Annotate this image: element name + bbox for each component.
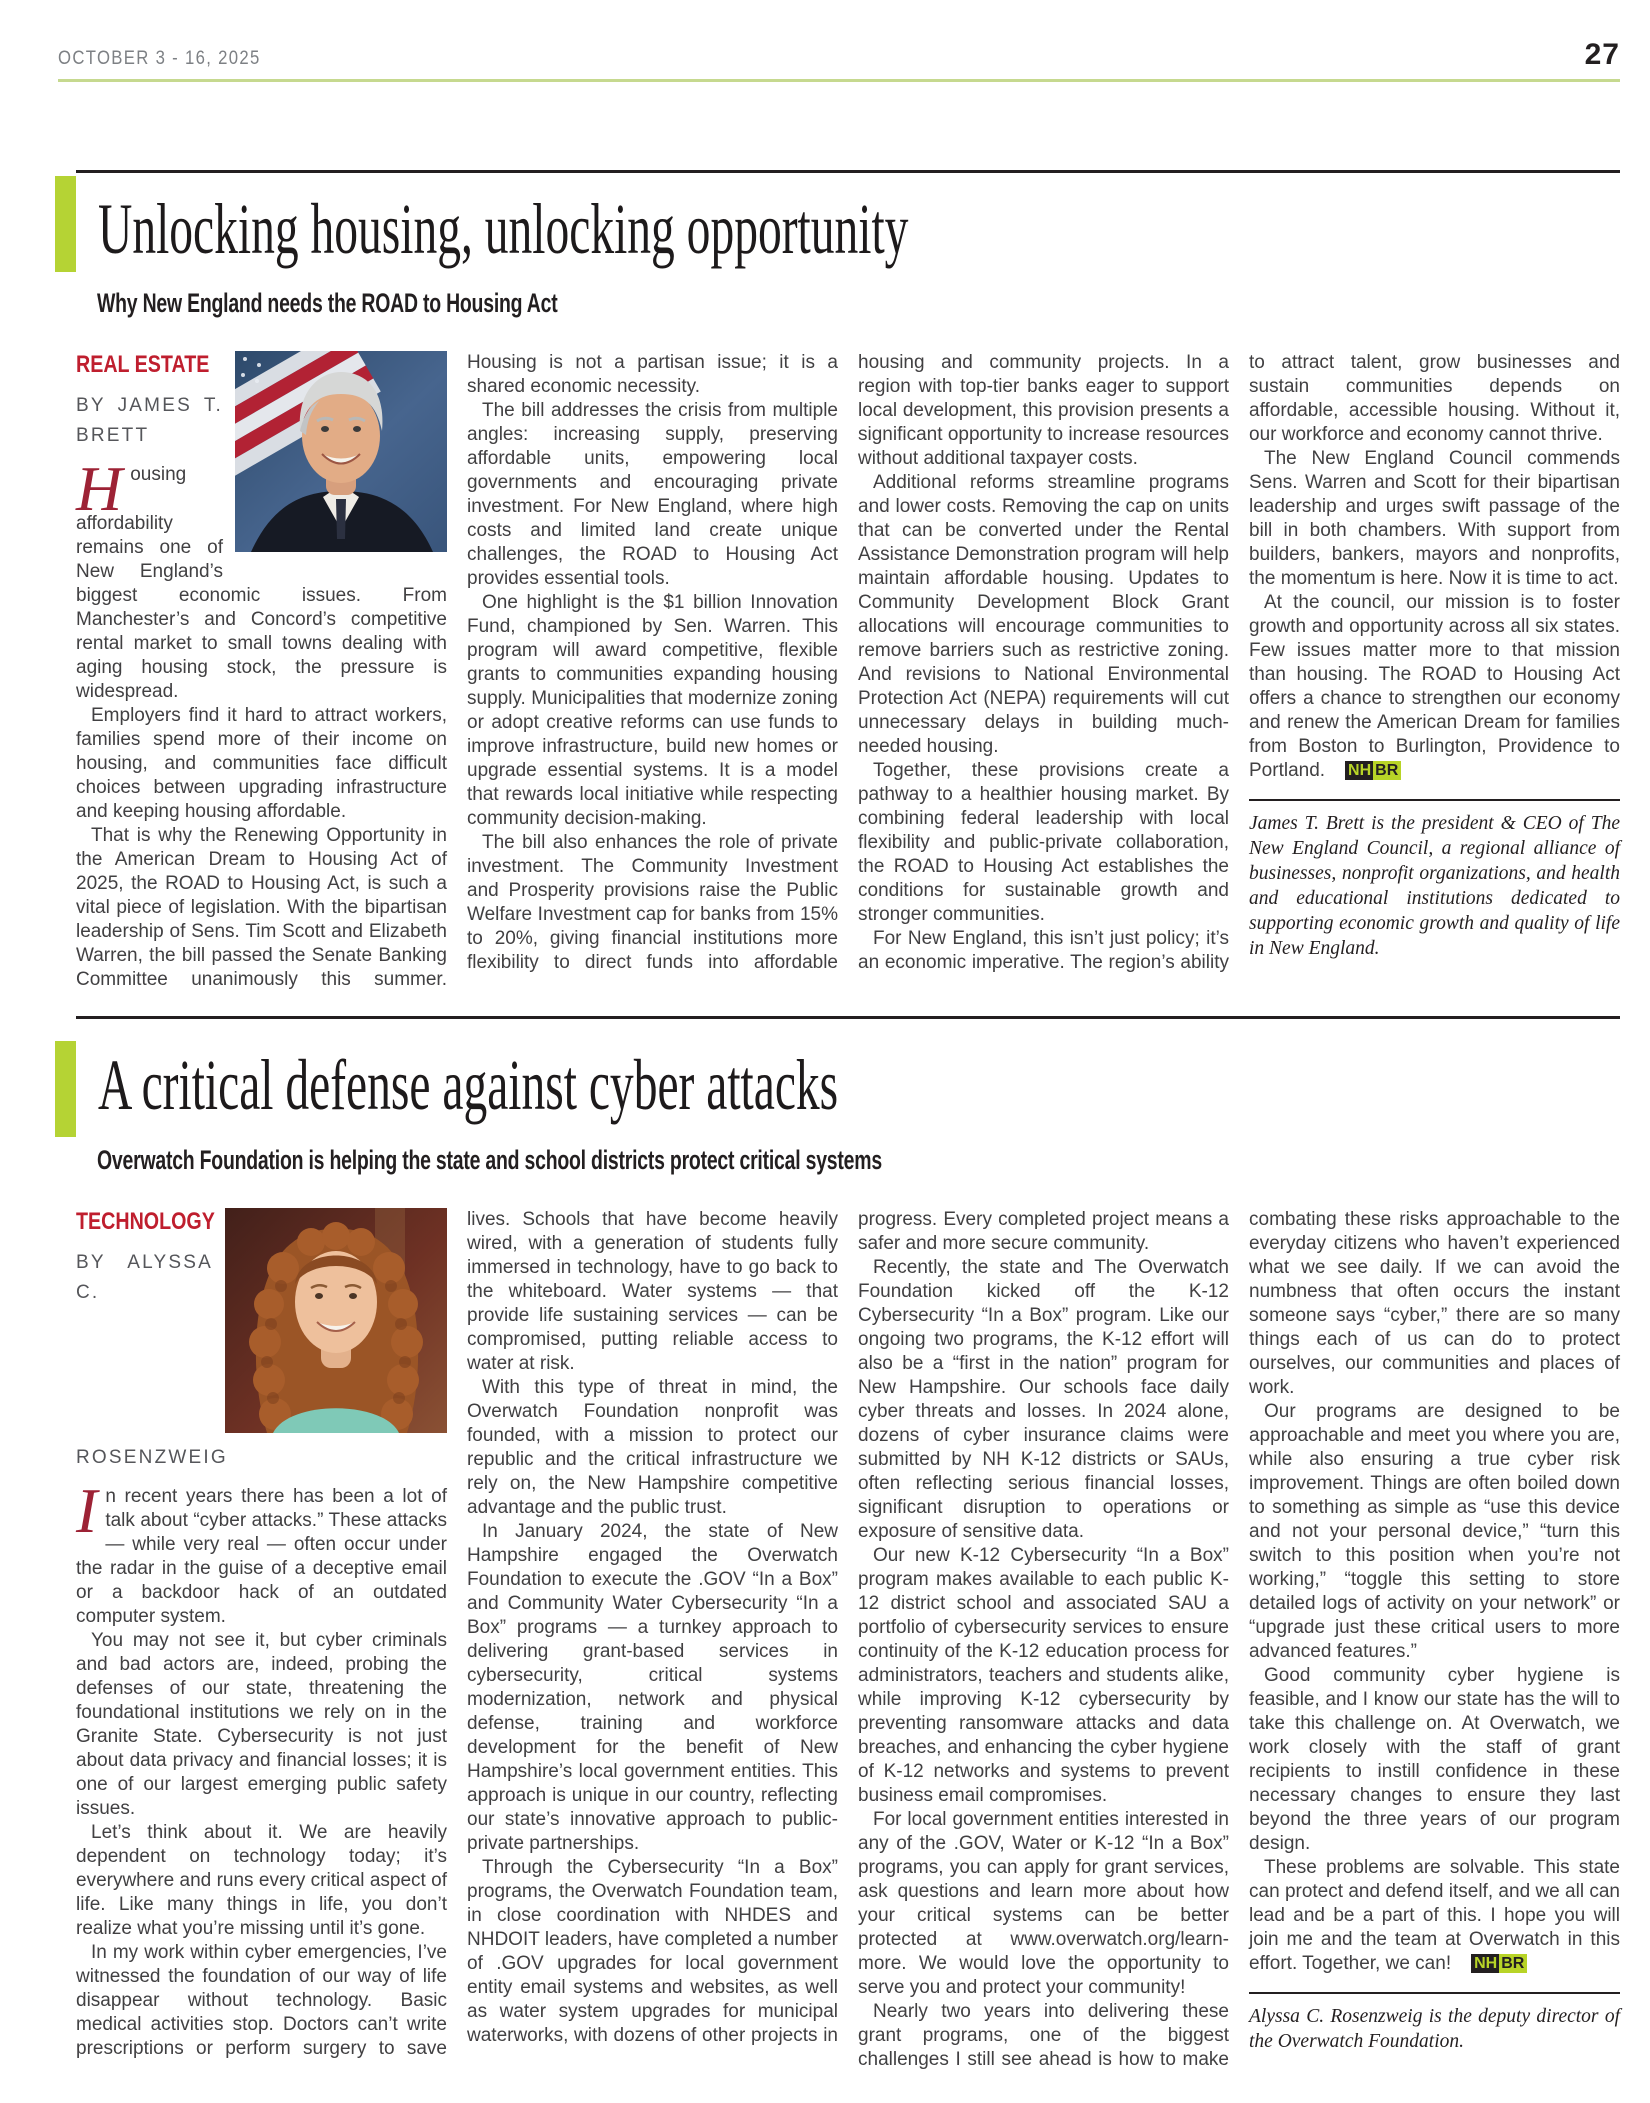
article-body bbox=[76, 1208, 1620, 2072]
closing-paragraph bbox=[1249, 591, 1620, 783]
body-paragraph: Let’s think about it. We are heavily dependent on technology today; it’s everywhere and runs every critical aspect of life. Like many things in life, you don’t realize what you’re missing until it’s gone. bbox=[76, 1821, 447, 1939]
body-paragraph: The bill addresses the crisis from multiple angles: increasing supply, preserving affordable units, empowering local governments and encouraging private investment. For New England, where high costs and limited land create unique challenges, the ROAD to Housing Act provides essential tools. bbox=[467, 400, 838, 590]
article-cyber bbox=[76, 1041, 1620, 2071]
page-number: 27 bbox=[1584, 38, 1620, 71]
author-bio bbox=[1249, 799, 1620, 961]
author-bio bbox=[1249, 1992, 1620, 2054]
section-label: REAL ESTATE bbox=[76, 351, 210, 379]
issue-date: OCTOBER 3 - 16, 2025 bbox=[58, 48, 261, 69]
nhbr-logo-br: BR bbox=[1499, 1954, 1527, 1973]
body-paragraph: Our programs are designed to be approachable and meet you where you are, while also ensuring a true cyber risk improvement. Things are often boiled down to something as simple as “use this device and not your personal device,” “turn this switch to this position when you’re not working,” “toggle this setting to store detailed logs of activity on your network” or “upgrade just these critical users to more advanced features.” bbox=[1249, 1400, 1620, 1662]
author-bio-text: James T. Brett is the president & CEO of The New England Council, a regional alliance of businesses, nonprofit organizations, and health and educational institutions dedicated to supporting economic growth and quality of life in New England. bbox=[1249, 813, 1620, 960]
article-headline: A critical defense against cyber attacks bbox=[98, 1045, 839, 1126]
lead-paragraph-text: ousing affordability remains one of New England’s biggest economic issues. From Manchester’s and Concord’s competitive rental market to small towns dealing with aging housing stock, the pressure is widespread. bbox=[76, 464, 447, 703]
byline: BY JAMES T. BRETT bbox=[76, 395, 223, 447]
body-paragraph: Additional reforms streamline programs and lower costs. Removing the cap on units that can be converted under the Rental Assistance Demonstration program will help maintain affordable housing. Updates to Community Development Block Grant allocations will encourage communities to remove barriers such as restrictive zoning. And revisions to National Environmental Protection Act (NEPA) requirements will cut unnecessary delays in building much-needed housing. bbox=[858, 472, 1229, 758]
page-header bbox=[58, 40, 1620, 82]
headline-accent-bar bbox=[55, 1041, 76, 1137]
body-paragraph: The New England Council commends Sens. Warren and Scott for their bipartisan leadership and urges swift passage of the bill in both chambers. With support from builders, bankers, mayors and nonprofits, the momentum is here. Now it is time to act. bbox=[1249, 448, 1620, 590]
article-headline: Unlocking housing, unlocking opportunity bbox=[98, 189, 909, 269]
body-paragraph: With this type of threat in mind, the Overwatch Foundation nonprofit was founded, with a mission to protect our republic and the critical infrastructure we rely on, the New Hampshire competitive advantage and the public trust. bbox=[467, 1376, 838, 1518]
james-brett-photo bbox=[235, 351, 447, 552]
drop-cap: H bbox=[76, 453, 123, 525]
nhbr-logo bbox=[1456, 1955, 1527, 1973]
body-paragraph: Our new K-12 Cybersecurity “In a Box” program makes available to each public K-12 district school and associated SAU a portfolio of cybersecurity services to ensure continuity of the K-12 education process for administrators, teachers and students alike, while improving K-12 cybersecurity by preventing ransomware attacks and data breaches, and enhancing the cyber hygiene of K-12 networks and systems to prevent business email compromises. bbox=[858, 1544, 1229, 1806]
closing-paragraph-text: These problems are solvable. This state can protect and defend itself, and we all can lead and be a part of this. I hope you will join me and the team at Overwatch in this effort. Together, we can! bbox=[1249, 1856, 1620, 1974]
author-bio-text: Alyssa C. Rosenzweig is the deputy director of the Overwatch Foundation. bbox=[1249, 2005, 1620, 2052]
body-paragraph: That is why the Renewing Opportunity in the American Dream to Housing Act of 2025, the ROAD to Housing Act, is such a vital piece of legislation. With the bipartisan leadership of Sens. Tim Scott and Elizabeth Warren, the bill passed the Senate Banking Committee unanimously this summer. Housing is not a partisan issue; it is a shared economic necessity. bbox=[76, 352, 838, 991]
alyssa-rosenzweig-photo bbox=[225, 1208, 447, 1433]
body-paragraph: For New England, this isn’t just policy; it’s an economic imperative. The region’s ability to attract talent, grow businesses and sustain communities depends on affordable, accessible housing. Without it, our workforce and economy cannot thrive. bbox=[858, 352, 1620, 974]
article-housing bbox=[76, 170, 1620, 1019]
nhbr-logo-nh: NH bbox=[1345, 761, 1373, 780]
article-subhead: Overwatch Foundation is helping the state and school districts protect critical systems bbox=[97, 1144, 882, 1175]
body-paragraph: Nearly two years into delivering these grant programs, one of the biggest challenges I still see ahead is how to make combating these risks approachable to the everyday citizens who haven’t experienced what we see daily. If we can avoid the numbness that often occurs the instant someone says “cyber,” there are so many things each of us can do to protect ourselves, our communities and places of work. bbox=[858, 1208, 1620, 2070]
headline-accent-bar bbox=[55, 176, 76, 272]
closing-paragraph-text: At the council, our mission is to foster growth and opportunity across all six states. Few issues matter more to that mission than housing. The ROAD to Housing Act offers a chance to strengthen our economy and renew the American Dream for families from Boston to Burlington, Providence to Portland. bbox=[1249, 592, 1620, 782]
closing-paragraph bbox=[1249, 1856, 1620, 1976]
nhbr-logo-br: BR bbox=[1373, 761, 1401, 780]
nhbr-logo bbox=[1330, 762, 1401, 780]
body-paragraph: In my work within cyber emergencies, I’ve witnessed the foundation of our way of life disappear without technology. Basic medical activities stop. Doctors can’t write prescriptions or perform surgery to save lives. Schools that have become heavily wired, with a generation of students fully immersed in technology, have to go back to the whiteboard. Water systems — that provide life sustaining services — can be compromised, putting reliable access to water at risk. bbox=[76, 1208, 838, 2059]
body-paragraph: Recently, the state and The Overwatch Foundation kicked off the K-12 Cybersecurity “In a Box” program. Like our ongoing two programs, the K-12 effort will also be a “first in the nation” program for New Hampshire. Our schools face daily cyber threats and losses. In 2024 alone, dozens of cyber insurance claims were submitted by NH K-12 districts or SAUs, often reflecting serious financial losses, significant disruption to operations or exposure of sensitive data. bbox=[858, 1256, 1229, 1542]
lead-paragraph bbox=[76, 1474, 447, 1629]
body-paragraph: The bill also enhances the role of private investment. The Community Investment and Prosperity provisions raise the Public Welfare Investment cap for banks from 15% to 20%, giving financial institutions more flexibility to direct funds into affordable housing and community projects. In a region with top-tier banks eager to support local development, this provision presents a significant opportunity to increase resources without additional taxpayer costs. bbox=[467, 352, 1229, 974]
article-body bbox=[76, 351, 1620, 992]
body-paragraph: Good community cyber hygiene is feasible, and I know our state has the will to take this challenge on. At Overwatch, we work closely with the staff of grant recipients to instill confidence in these necessary changes to ensure they last beyond the three years of our program design. bbox=[1249, 1664, 1620, 1854]
body-paragraph: Together, these provisions create a pathway to a healthier housing market. By combining federal leadership with local flexibility and public-private collaboration, the ROAD to Housing Act establishes the conditions for sustainable growth and stronger communities. bbox=[858, 760, 1229, 926]
body-paragraph: Employers find it hard to attract workers, families spend more of their income on housing, and communities face difficult choices between upgrading infrastructure and keeping housing affordable. bbox=[76, 705, 447, 823]
section-label: TECHNOLOGY bbox=[76, 1207, 215, 1235]
body-paragraph: In January 2024, the state of New Hampshire engaged the Overwatch Foundation to execute the .GOV “In a Box” and Community Water Cybersecurity “In a Box” programs — a turnkey approach to delivering grant-based services in cybersecurity, critical systems modernization, network and physical defense, training and workforce development for the benefit of New Hampshire’s local government entities. This approach is unique in our country, reflecting our state’s innovative approach to public-private partnerships. bbox=[467, 1520, 838, 1854]
body-paragraph: One highlight is the $1 billion Innovation Fund, championed by Sen. Warren. This program will award competitive, flexible grants to communities expanding housing supply. Municipalities that modernize zoning or adopt creative reforms can use funds to improve infrastructure, build new homes or upgrade essential systems. It is a model that rewards local initiative while respecting community decision-making. bbox=[467, 592, 838, 830]
lead-paragraph-text: n recent years there has been a lot of talk about “cyber attacks.” These attacks — while very real — often occur under the radar in the guise of a deceptive email or a backdoor hack of an outdated computer system. bbox=[76, 1485, 447, 1627]
body-paragraph: Through the Cybersecurity “In a Box” programs, the Overwatch Foundation team, in close coordination with NHDES and NHDOIT leaders, have completed a number of .GOV upgrades for local government entity email systems and websites, as well as water system upgrades for municipal waterworks, with dozens of other projects in progress. Every completed project means a safer and more secure community. bbox=[467, 1208, 1229, 2046]
article-subhead: Why New England needs the ROAD to Housing Act bbox=[97, 288, 558, 319]
body-paragraph: You may not see it, but cyber criminals and bad actors are, indeed, probing the defenses of our state, threatening the foundational institutions we rely on in the Granite State. Cybersecurity is not just about data privacy and financial losses; it is one of our largest emerging public safety issues. bbox=[76, 1629, 447, 1819]
drop-cap: I bbox=[76, 1474, 98, 1546]
body-paragraph: For local government entities interested in any of the .GOV, Water or K-12 “In a Box” programs, you can apply for grant services, ask questions and learn more about how your critical systems can be better protected at www.overwatch.org/learn-more. We would love the opportunity to serve you and protect your community! bbox=[858, 1808, 1229, 1998]
byline: BY ALYSSA C. ROSENZWEIG bbox=[76, 1251, 228, 1468]
nhbr-logo-nh: NH bbox=[1471, 1954, 1499, 1973]
